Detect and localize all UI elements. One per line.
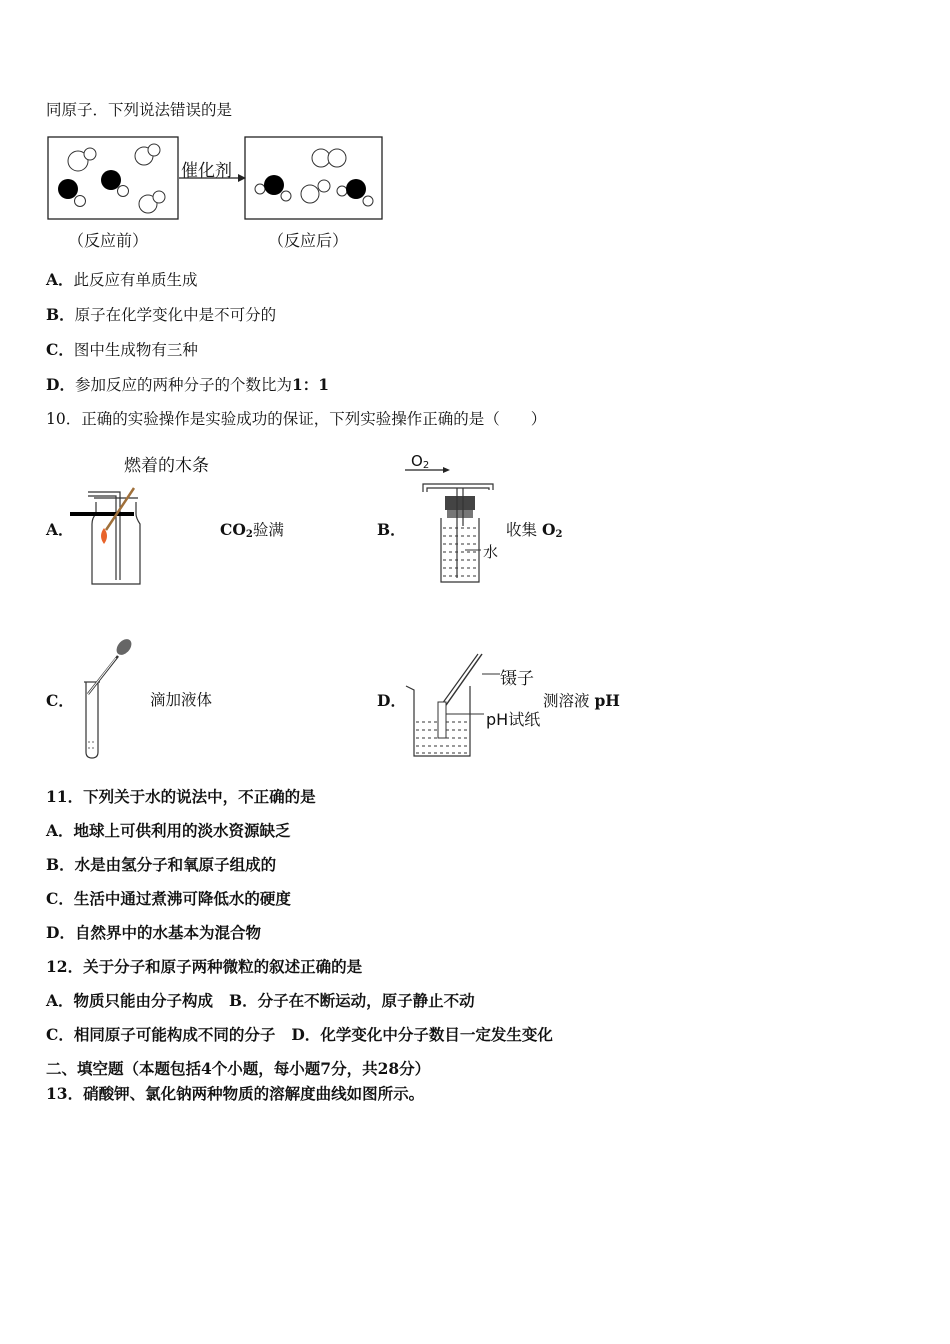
option-text: 此反应有单质生成 xyxy=(73,271,198,289)
caption-formula: CO xyxy=(220,520,246,539)
q9-option-c xyxy=(46,342,198,359)
caption-formula: O xyxy=(541,520,556,539)
caption-subscript: 2 xyxy=(245,529,253,540)
q11-option-c xyxy=(46,891,291,907)
caption-formula: pH xyxy=(594,691,620,710)
option-letter: D． xyxy=(291,1025,321,1044)
q10-option-c-caption: 滴加液体 xyxy=(150,691,213,709)
option-text: 分子在不断运动，原子静止不动 xyxy=(257,991,475,1010)
q9-option-d xyxy=(46,377,329,394)
option-letter: B． xyxy=(46,855,75,874)
option-text: 水是由氢分子和氧原子组成的 xyxy=(74,855,277,874)
option-letter: B． xyxy=(46,305,75,324)
ph-test-figure xyxy=(404,650,504,762)
q11-option-a xyxy=(46,823,291,839)
after-caption: （反应后） xyxy=(268,231,349,250)
option-letter: C． xyxy=(46,340,74,359)
caption-text: 验满 xyxy=(252,521,284,539)
caption-subscript: 2 xyxy=(555,529,563,540)
q12-row1 xyxy=(46,993,475,1009)
q9-option-a xyxy=(46,272,198,289)
option-letter: D． xyxy=(46,375,75,394)
caption-text: 收集 xyxy=(506,521,542,539)
water-label: 水 xyxy=(483,543,499,561)
option-text: 原子在化学变化中是不可分的 xyxy=(74,306,277,324)
q9-intro: 同原子．下列说法错误的是 xyxy=(46,101,233,119)
option-text: 参加反应的两种分子的个数比为 xyxy=(74,376,292,394)
q10-option-a-letter: A． xyxy=(46,520,74,539)
option-text: 生活中通过煮沸可降低水的硬度 xyxy=(73,889,291,908)
ph-paper-label: pH试纸 xyxy=(486,710,541,729)
q11-option-b xyxy=(46,857,276,873)
catalyst-label: 催化剂 xyxy=(181,161,232,181)
q11-option-d xyxy=(46,925,261,941)
tweezers-label: 镊子 xyxy=(500,669,534,689)
q10-stem: 10．正确的实验操作是实验成功的保证，下列实验操作正确的是（ ） xyxy=(46,410,547,428)
option-letter: B． xyxy=(229,991,258,1010)
q9-option-b xyxy=(46,307,276,324)
q11-stem: 11．下列关于水的说法中，不正确的是 xyxy=(46,787,316,806)
option-letter: C． xyxy=(46,1025,74,1044)
option-text: 自然界中的水基本为混合物 xyxy=(74,923,261,942)
before-caption: （反应前） xyxy=(68,231,149,250)
option-letter: C． xyxy=(46,889,74,908)
option-text: 地球上可供利用的淡水资源缺乏 xyxy=(73,821,291,840)
q12-row2 xyxy=(46,1027,553,1043)
option-text: 化学变化中分子数目一定发生变化 xyxy=(320,1025,553,1044)
option-text: 图中生成物有三种 xyxy=(73,341,198,359)
option-letter: A． xyxy=(46,821,74,840)
q10-option-b-letter: B． xyxy=(377,520,406,539)
gas-symbol: O xyxy=(411,452,423,470)
dropper-figure xyxy=(80,638,140,762)
option-letter: A． xyxy=(46,270,74,289)
q10-option-d-letter: D． xyxy=(377,691,406,710)
section-heading: 二、填空题（本题包括4个小题，每小题7分，共28分） xyxy=(46,1059,431,1078)
reaction-diagram xyxy=(46,134,386,252)
q10-option-b-caption xyxy=(506,522,562,540)
co2-full-test-figure xyxy=(70,478,160,590)
option-letter: A． xyxy=(46,991,74,1010)
q13-stem: 13．硝酸钾、氯化钠两种物质的溶解度曲线如图所示。 xyxy=(46,1084,425,1103)
gas-collection-figure xyxy=(405,466,505,590)
q10-option-a-caption xyxy=(220,522,284,540)
q12-stem: 12．关于分子和原子两种微粒的叙述正确的是 xyxy=(46,957,363,976)
q10-option-d-caption xyxy=(543,693,620,710)
q10-option-c-letter: C． xyxy=(46,691,74,710)
gas-subscript: 2 xyxy=(422,460,430,471)
burning-stick-label: 燃着的木条 xyxy=(124,456,209,476)
option-text: 相同原子可能构成不同的分子 xyxy=(73,1025,276,1044)
option-text: 物质只能由分子构成 xyxy=(73,991,214,1010)
option-letter: D． xyxy=(46,923,75,942)
caption-text: 测溶液 xyxy=(543,692,595,710)
option-ratio: 1：1 xyxy=(291,375,330,394)
